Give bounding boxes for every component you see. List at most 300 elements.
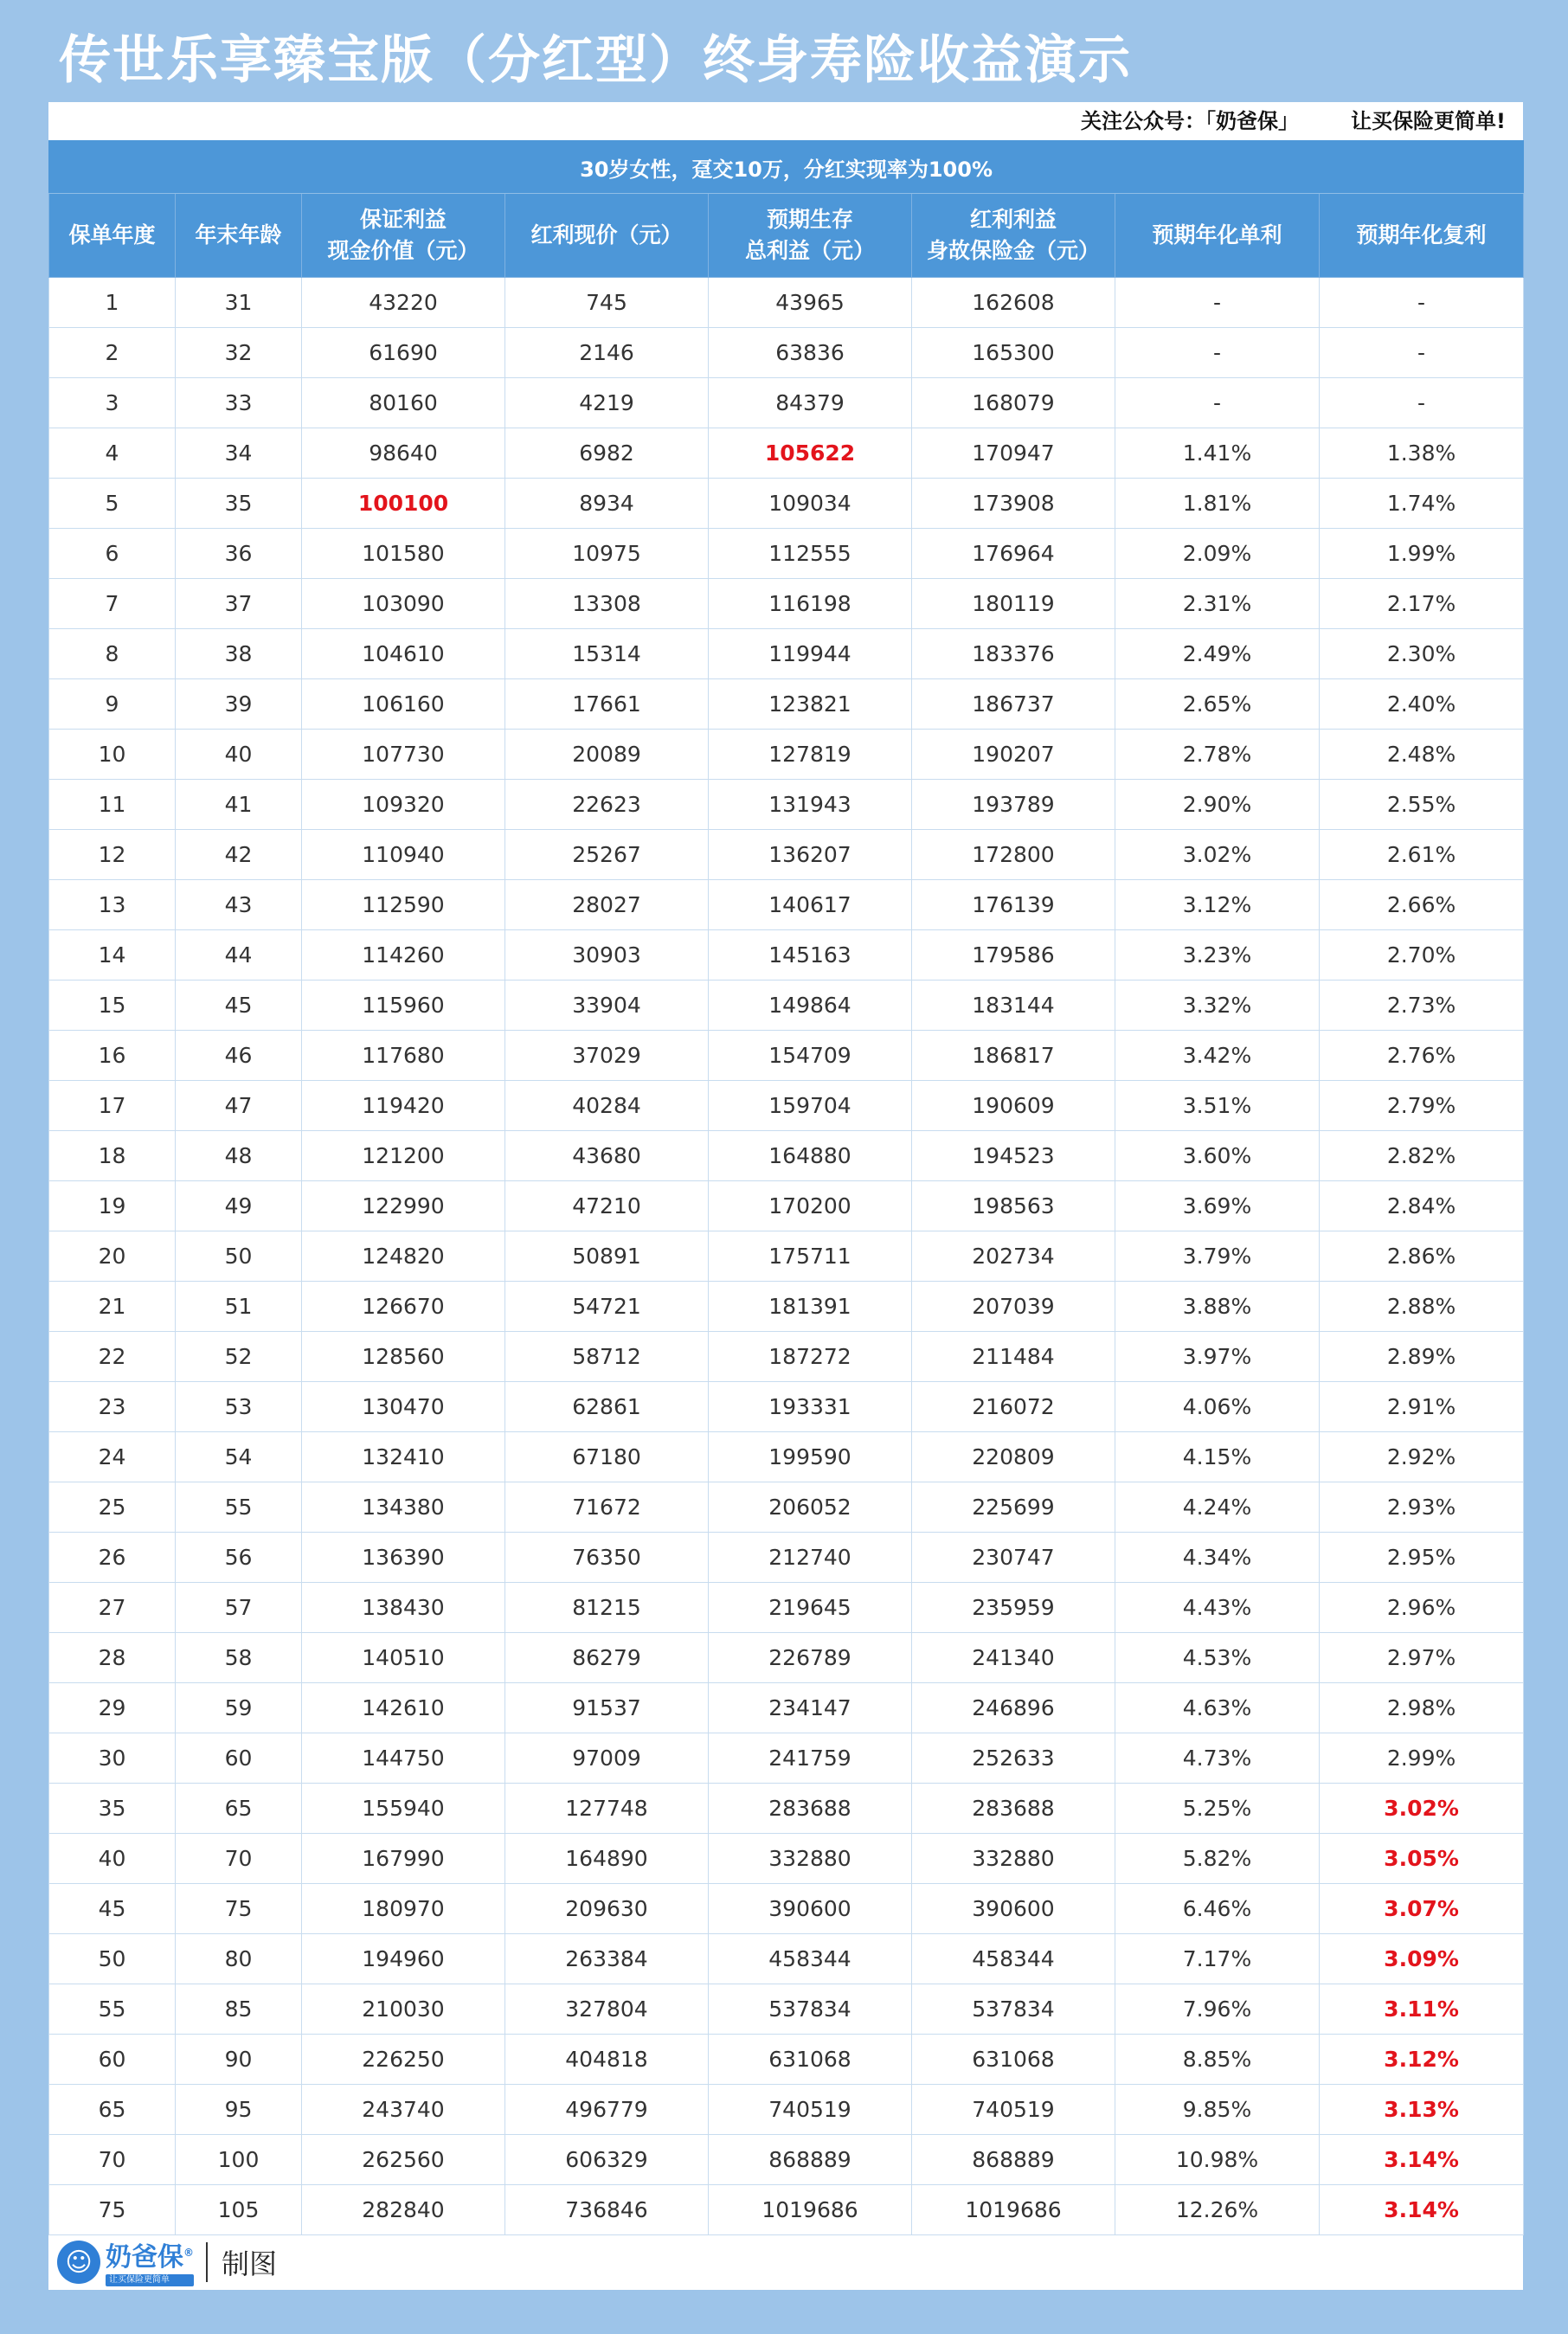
table-cell: 190207: [912, 730, 1115, 780]
table-cell: -: [1115, 378, 1320, 428]
table-row: [49, 1884, 1524, 1934]
table-cell: 6: [49, 529, 176, 579]
table-cell: 170200: [709, 1181, 912, 1231]
table-cell: 49: [176, 1181, 302, 1231]
table-cell: 119420: [302, 1081, 505, 1131]
table-cell: 100: [176, 2135, 302, 2185]
table-row: [49, 1282, 1524, 1332]
table-body: [49, 278, 1524, 2235]
table-cell: 55: [176, 1482, 302, 1533]
table-cell: 80160: [302, 378, 505, 428]
table-cell: 2.49%: [1115, 629, 1320, 679]
table-cell: 131943: [709, 780, 912, 830]
table-cell: 2.95%: [1320, 1533, 1524, 1583]
table-cell: 50: [176, 1231, 302, 1282]
table-cell: 1: [49, 278, 176, 328]
table-cell: 18: [49, 1131, 176, 1181]
table-cell: 190609: [912, 1081, 1115, 1131]
table-row: [49, 579, 1524, 629]
table-cell: 2.66%: [1320, 880, 1524, 930]
footer: [48, 2234, 1523, 2290]
table-cell: 60: [176, 1733, 302, 1784]
table-cell: 24: [49, 1432, 176, 1482]
table-cell: 234147: [709, 1683, 912, 1733]
table-cell: 25267: [505, 830, 709, 880]
table-row: [49, 328, 1524, 378]
table-cell: 26: [49, 1533, 176, 1583]
table-row: [49, 2135, 1524, 2185]
table-cell: 3.11%: [1320, 1984, 1524, 2035]
table-cell: 39: [176, 679, 302, 730]
table-cell: 4: [49, 428, 176, 479]
footer-divider: [206, 2242, 208, 2282]
table-cell: 81215: [505, 1583, 709, 1633]
table-cell: 4.53%: [1115, 1633, 1320, 1683]
table-cell: 51: [176, 1282, 302, 1332]
table-row: [49, 378, 1524, 428]
made-by-label: 制图: [222, 2247, 278, 2280]
table-cell: 1.99%: [1320, 529, 1524, 579]
table-cell: 50891: [505, 1231, 709, 1282]
table-cell: 496779: [505, 2085, 709, 2135]
table-cell: 8.85%: [1115, 2035, 1320, 2085]
table-cell: 155940: [302, 1784, 505, 1834]
table-cell: 2.17%: [1320, 579, 1524, 629]
table-cell: 2.84%: [1320, 1181, 1524, 1231]
table-row: [49, 1332, 1524, 1382]
table-cell: 226789: [709, 1633, 912, 1683]
table-cell: 2.93%: [1320, 1482, 1524, 1533]
table-cell: 28: [49, 1633, 176, 1683]
table-cell: 59: [176, 1683, 302, 1733]
table-cell: 3.05%: [1320, 1834, 1524, 1884]
table-cell: 3.14%: [1320, 2135, 1524, 2185]
table-cell: 30903: [505, 930, 709, 981]
table-cell: 57: [176, 1583, 302, 1633]
table-cell: 48: [176, 1131, 302, 1181]
table-cell: 138430: [302, 1583, 505, 1633]
table-cell: -: [1115, 328, 1320, 378]
table-row: [49, 981, 1524, 1031]
table-cell: 101580: [302, 529, 505, 579]
table-cell: 4.15%: [1115, 1432, 1320, 1482]
table-cell: 1019686: [912, 2185, 1115, 2235]
table-cell: 4.43%: [1115, 1583, 1320, 1633]
table-cell: 43680: [505, 1131, 709, 1181]
table-cell: 9: [49, 679, 176, 730]
table-cell: 13: [49, 880, 176, 930]
table-cell: 10.98%: [1115, 2135, 1320, 2185]
table-cell: 5.25%: [1115, 1784, 1320, 1834]
table-cell: 16: [49, 1031, 176, 1081]
table-row: [49, 1533, 1524, 1583]
column-header-line: 红利现价（元）: [530, 222, 683, 248]
table-cell: 43220: [302, 278, 505, 328]
table-cell: 194523: [912, 1131, 1115, 1181]
table-cell: 50: [49, 1934, 176, 1984]
table-cell: 390600: [912, 1884, 1115, 1934]
table-cell: 1019686: [709, 2185, 912, 2235]
table-row: [49, 1683, 1524, 1733]
table-cell: 44: [176, 930, 302, 981]
table-cell: 736846: [505, 2185, 709, 2235]
table-cell: 2.89%: [1320, 1332, 1524, 1382]
table-cell: 75: [49, 2185, 176, 2235]
table-cell: 28027: [505, 880, 709, 930]
table-cell: 631068: [709, 2035, 912, 2085]
table-cell: 2.73%: [1320, 981, 1524, 1031]
table-cell: 115960: [302, 981, 505, 1031]
table-cell: 47: [176, 1081, 302, 1131]
table-cell: 145163: [709, 930, 912, 981]
table-cell: 37029: [505, 1031, 709, 1081]
table-cell: 180970: [302, 1884, 505, 1934]
table-cell: 458344: [912, 1934, 1115, 1984]
table-row: [49, 2085, 1524, 2135]
table-cell: 127748: [505, 1784, 709, 1834]
page-title: 传世乐享臻宝版（分红型）终身寿险收益演示: [59, 30, 1132, 91]
table-cell: 263384: [505, 1934, 709, 1984]
table-cell: -: [1320, 328, 1524, 378]
table-cell: 98640: [302, 428, 505, 479]
table-cell: 2.70%: [1320, 930, 1524, 981]
table-cell: 53: [176, 1382, 302, 1432]
column-header-line: 保单年度: [68, 222, 156, 248]
table-cell: 404818: [505, 2035, 709, 2085]
table-cell: 176964: [912, 529, 1115, 579]
table-cell: 332880: [709, 1834, 912, 1884]
table-row: [49, 1784, 1524, 1834]
table-cell: 225699: [912, 1482, 1115, 1533]
table-cell: 30: [49, 1733, 176, 1784]
table-cell: 12: [49, 830, 176, 880]
table-cell: 136390: [302, 1533, 505, 1583]
table-cell: 3.13%: [1320, 2085, 1524, 2135]
column-header: [49, 194, 176, 278]
table-cell: 42: [176, 830, 302, 880]
table-cell: 119944: [709, 629, 912, 679]
table-row: [49, 2185, 1524, 2235]
table-cell: 3.88%: [1115, 1282, 1320, 1332]
table-cell: 2146: [505, 328, 709, 378]
column-header: [1115, 194, 1320, 278]
logo-name: 奶爸保: [106, 2242, 183, 2273]
table-cell: 86279: [505, 1633, 709, 1683]
table-cell: 186817: [912, 1031, 1115, 1081]
table-cell: 6.46%: [1115, 1884, 1320, 1934]
column-header-line: 红利利益: [969, 207, 1057, 232]
table-cell: 745: [505, 278, 709, 328]
table-row: [49, 1231, 1524, 1282]
table-cell: 1.41%: [1115, 428, 1320, 479]
table-cell: 3.42%: [1115, 1031, 1320, 1081]
table-row: [49, 780, 1524, 830]
table-cell: 226250: [302, 2035, 505, 2085]
column-header: [505, 194, 709, 278]
table-cell: 46: [176, 1031, 302, 1081]
table-cell: 70: [49, 2135, 176, 2185]
table-cell: 5: [49, 479, 176, 529]
table-cell: 35: [176, 479, 302, 529]
table-cell: 283688: [912, 1784, 1115, 1834]
table-cell: 70: [176, 1834, 302, 1884]
table-cell: 243740: [302, 2085, 505, 2135]
table-cell: 2.48%: [1320, 730, 1524, 780]
table-cell: 2.98%: [1320, 1683, 1524, 1733]
table-cell: 47210: [505, 1181, 709, 1231]
table-cell: 17: [49, 1081, 176, 1131]
table-cell: 4219: [505, 378, 709, 428]
table-cell: 181391: [709, 1282, 912, 1332]
table-cell: 3.12%: [1320, 2035, 1524, 2085]
table-cell: 179586: [912, 930, 1115, 981]
table-cell: 116198: [709, 579, 912, 629]
column-header-line: 预期生存: [766, 207, 853, 232]
follow-line: [1081, 102, 1506, 140]
table-cell: 252633: [912, 1733, 1115, 1784]
table-cell: 176139: [912, 880, 1115, 930]
table-cell: 23: [49, 1382, 176, 1432]
table-cell: 162608: [912, 278, 1115, 328]
table-cell: 868889: [912, 2135, 1115, 2185]
column-header-line: 现金价值（元）: [327, 238, 479, 263]
table-cell: 142610: [302, 1683, 505, 1733]
table-cell: 36: [176, 529, 302, 579]
table-row: [49, 1081, 1524, 1131]
table-cell: -: [1320, 378, 1524, 428]
logo-tagline: 让买保险更简单: [106, 2274, 194, 2286]
table-cell: 3.02%: [1320, 1784, 1524, 1834]
table-cell: 175711: [709, 1231, 912, 1282]
table-cell: 2.90%: [1115, 780, 1320, 830]
table-row: [49, 1131, 1524, 1181]
table-cell: 7.96%: [1115, 1984, 1320, 2035]
table-cell: 537834: [912, 1984, 1115, 2035]
table-cell: 15: [49, 981, 176, 1031]
benefit-table: [48, 140, 1524, 2235]
table-row: [49, 278, 1524, 328]
table-cell: 8: [49, 629, 176, 679]
table-cell: 3.69%: [1115, 1181, 1320, 1231]
table-row: [49, 930, 1524, 981]
table-cell: 5.82%: [1115, 1834, 1320, 1884]
table-cell: 25: [49, 1482, 176, 1533]
table-cell: 2.65%: [1115, 679, 1320, 730]
table-cell: 173908: [912, 479, 1115, 529]
table-row: [49, 1733, 1524, 1784]
table-cell: 606329: [505, 2135, 709, 2185]
table-cell: 172800: [912, 830, 1115, 880]
table-cell: 199590: [709, 1432, 912, 1482]
table-cell: 167990: [302, 1834, 505, 1884]
table-cell: 123821: [709, 679, 912, 730]
table-cell: 19: [49, 1181, 176, 1231]
table-cell: 128560: [302, 1332, 505, 1382]
column-header-line: 预期年化复利: [1356, 222, 1487, 248]
table-cell: 10: [49, 730, 176, 780]
table-cell: 109034: [709, 479, 912, 529]
table-cell: 193331: [709, 1382, 912, 1432]
table-cell: 54721: [505, 1282, 709, 1332]
table-cell: 10975: [505, 529, 709, 579]
column-header-line: 预期年化单利: [1152, 222, 1282, 248]
table-cell: 43965: [709, 278, 912, 328]
table-cell: 2.30%: [1320, 629, 1524, 679]
table-cell: 60: [49, 2035, 176, 2085]
table-cell: 38: [176, 629, 302, 679]
table-cell: 241759: [709, 1733, 912, 1784]
table-cell: 3: [49, 378, 176, 428]
table-cell: 164890: [505, 1834, 709, 1884]
column-header-line: 年末年龄: [195, 222, 282, 248]
table-cell: 2.76%: [1320, 1031, 1524, 1081]
table-cell: 4.73%: [1115, 1733, 1320, 1784]
table-cell: 56: [176, 1533, 302, 1583]
table-cell: 6982: [505, 428, 709, 479]
table-cell: 537834: [709, 1984, 912, 2035]
table-cell: 2.86%: [1320, 1231, 1524, 1282]
table-cell: 132410: [302, 1432, 505, 1482]
table-cell: 206052: [709, 1482, 912, 1533]
table-cell: 740519: [912, 2085, 1115, 2135]
table-cell: 33: [176, 378, 302, 428]
table-row: [49, 730, 1524, 780]
table-cell: 40284: [505, 1081, 709, 1131]
table-row: [49, 529, 1524, 579]
table-cell: 13308: [505, 579, 709, 629]
baby-logo-icon: ☺: [57, 2241, 100, 2284]
table-cell: 3.07%: [1320, 1884, 1524, 1934]
column-header-line: 保证利益: [359, 207, 447, 232]
slogan-text: 让买保险更简单!: [1351, 109, 1506, 133]
table-row: [49, 629, 1524, 679]
table-cell: 117680: [302, 1031, 505, 1081]
table-cell: 85: [176, 1984, 302, 2035]
table-cell: 219645: [709, 1583, 912, 1633]
table-cell: 164880: [709, 1131, 912, 1181]
table-cell: 149864: [709, 981, 912, 1031]
table-cell: 84379: [709, 378, 912, 428]
table-cell: 15314: [505, 629, 709, 679]
table-cell: 210030: [302, 1984, 505, 2035]
table-cell: 17661: [505, 679, 709, 730]
table-cell: 4.63%: [1115, 1683, 1320, 1733]
table-cell: 75: [176, 1884, 302, 1934]
table-row: [49, 679, 1524, 730]
table-cell: 2: [49, 328, 176, 378]
table-cell: 3.60%: [1115, 1131, 1320, 1181]
table-cell: 52: [176, 1332, 302, 1382]
table-cell: 43: [176, 880, 302, 930]
table-cell: 390600: [709, 1884, 912, 1934]
table-cell: 37: [176, 579, 302, 629]
column-header: [709, 194, 912, 278]
table-cell: 216072: [912, 1382, 1115, 1432]
table-cell: 1.81%: [1115, 479, 1320, 529]
table-cell: 3.14%: [1320, 2185, 1524, 2235]
table-cell: 868889: [709, 2135, 912, 2185]
table-cell: 140510: [302, 1633, 505, 1683]
table-cell: 2.96%: [1320, 1583, 1524, 1633]
table-cell: 332880: [912, 1834, 1115, 1884]
table-cell: 127819: [709, 730, 912, 780]
table-cell: 12.26%: [1115, 2185, 1320, 2235]
table-cell: 207039: [912, 1282, 1115, 1332]
table-cell: 136207: [709, 830, 912, 880]
table-cell: 159704: [709, 1081, 912, 1131]
table-row: [49, 1482, 1524, 1533]
table-cell: 282840: [302, 2185, 505, 2235]
table-cell: 121200: [302, 1131, 505, 1181]
table-cell: 2.92%: [1320, 1432, 1524, 1482]
table-cell: 20089: [505, 730, 709, 780]
table-cell: 3.12%: [1115, 880, 1320, 930]
table-cell: 4.06%: [1115, 1382, 1320, 1432]
table-cell: 198563: [912, 1181, 1115, 1231]
table-cell: 58: [176, 1633, 302, 1683]
table-cell: 106160: [302, 679, 505, 730]
table-cell: 202734: [912, 1231, 1115, 1282]
table-cell: 2.82%: [1320, 1131, 1524, 1181]
table-cell: 107730: [302, 730, 505, 780]
table-cell: 170947: [912, 428, 1115, 479]
table-cell: 283688: [709, 1784, 912, 1834]
table-cell: 40: [176, 730, 302, 780]
table-cell: 21: [49, 1282, 176, 1332]
table-cell: 3.32%: [1115, 981, 1320, 1031]
table-cell: 124820: [302, 1231, 505, 1282]
table-cell: 211484: [912, 1332, 1115, 1382]
table-cell: 4.34%: [1115, 1533, 1320, 1583]
table-cell: 104610: [302, 629, 505, 679]
table-cell: 40: [49, 1834, 176, 1884]
table-cell: 2.88%: [1320, 1282, 1524, 1332]
table-cell: 29: [49, 1683, 176, 1733]
table-cell: 41: [176, 780, 302, 830]
table-cell: 193789: [912, 780, 1115, 830]
table-cell: 194960: [302, 1934, 505, 1984]
table-row: [49, 1181, 1524, 1231]
table-cell: 740519: [709, 2085, 912, 2135]
table-cell: 2.55%: [1320, 780, 1524, 830]
follow-text: 关注公众号：「奶爸保」: [1081, 109, 1300, 133]
table-cell: 27: [49, 1583, 176, 1633]
table-row: [49, 1583, 1524, 1633]
table-cell: 3.51%: [1115, 1081, 1320, 1131]
table-cell: 76350: [505, 1533, 709, 1583]
table-row: [49, 1633, 1524, 1683]
table-cell: 45: [49, 1884, 176, 1934]
content-card: [48, 102, 1523, 2290]
table-cell: 109320: [302, 780, 505, 830]
table-cell: -: [1115, 278, 1320, 328]
table-cell: 165300: [912, 328, 1115, 378]
table-cell: 112555: [709, 529, 912, 579]
table-cell: 230747: [912, 1533, 1115, 1583]
table-cell: 31: [176, 278, 302, 328]
table-cell: -: [1320, 278, 1524, 328]
table-cell: 80: [176, 1934, 302, 1984]
table-cell: 91537: [505, 1683, 709, 1733]
column-header: [1320, 194, 1524, 278]
table-cell: 34: [176, 428, 302, 479]
brand-logo: [57, 2238, 194, 2286]
table-cell: 140617: [709, 880, 912, 930]
table-cell: 95: [176, 2085, 302, 2135]
table-cell: 246896: [912, 1683, 1115, 1733]
table-cell: 110940: [302, 830, 505, 880]
table-cell: 114260: [302, 930, 505, 981]
